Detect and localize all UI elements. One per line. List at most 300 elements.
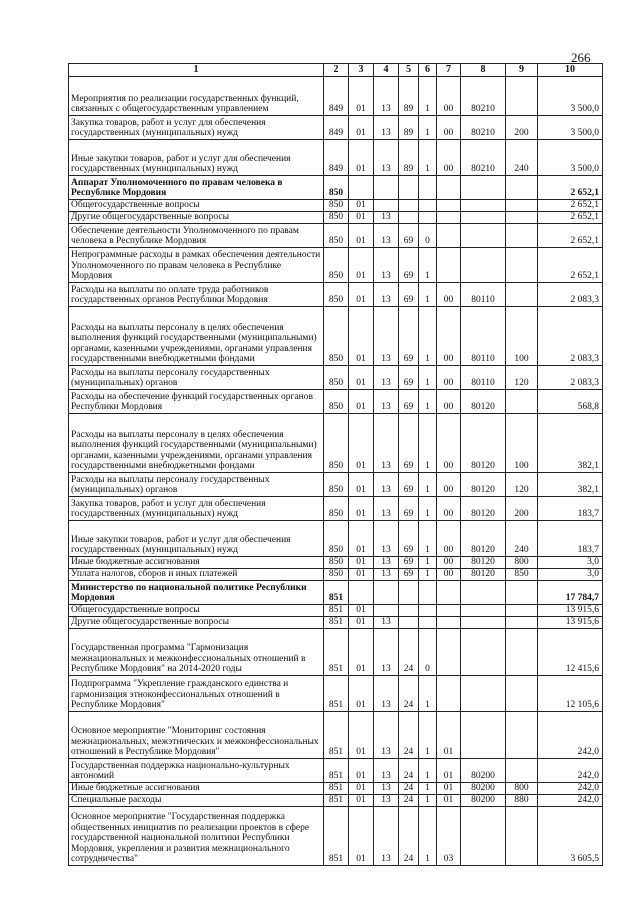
table-row <box>69 366 603 390</box>
cell-amount: 382,1 <box>538 473 603 497</box>
cell-subprogram: 1 <box>419 414 437 473</box>
cell-expense-type <box>506 200 538 212</box>
table-row <box>69 605 603 617</box>
cell-expense-type <box>506 176 538 200</box>
cell-subsection <box>374 605 399 617</box>
row-name: Иные бюджетные ассигнования <box>69 783 324 795</box>
cell-ministry-code: 850 <box>324 414 349 473</box>
row-name: Подпрограмма "Укрепление гражданского единства и гармонизация этноконфессиональных отношений в Республике Мордовия" <box>69 676 324 712</box>
cell-subprogram: 1 <box>419 307 437 366</box>
cell-expense-type: 240 <box>506 521 538 557</box>
cell-program <box>399 200 419 212</box>
header-cell: 1 <box>69 64 324 77</box>
cell-direction: 80110 <box>461 366 506 390</box>
cell-amount: 242,0 <box>538 712 603 759</box>
cell-section: 01 <box>349 712 374 759</box>
cell-expense-type <box>506 712 538 759</box>
cell-direction: 80200 <box>461 795 506 807</box>
cell-subprogram: 0 <box>419 629 437 676</box>
cell-amount: 183,7 <box>538 521 603 557</box>
cell-expense-type <box>506 807 538 866</box>
table-row <box>69 497 603 521</box>
cell-expense-type <box>506 248 538 283</box>
cell-main-activity: 00 <box>437 307 461 366</box>
cell-subprogram: 1 <box>419 473 437 497</box>
table-row <box>69 414 603 473</box>
cell-amount: 2 652,1 <box>538 212 603 224</box>
cell-main-activity <box>437 617 461 629</box>
cell-subprogram: 1 <box>419 77 437 116</box>
cell-subprogram: 1 <box>419 140 437 176</box>
cell-amount: 3 500,0 <box>538 77 603 116</box>
cell-direction <box>461 617 506 629</box>
cell-section: 01 <box>349 366 374 390</box>
cell-main-activity: 03 <box>437 807 461 866</box>
cell-main-activity: 00 <box>437 473 461 497</box>
cell-program: 24 <box>399 783 419 795</box>
cell-main-activity <box>437 605 461 617</box>
cell-section: 01 <box>349 224 374 248</box>
cell-expense-type <box>506 77 538 116</box>
cell-amount: 3,0 <box>538 569 603 581</box>
cell-direction: 80120 <box>461 569 506 581</box>
cell-program: 69 <box>399 248 419 283</box>
cell-main-activity: 01 <box>437 759 461 783</box>
cell-program: 69 <box>399 414 419 473</box>
cell-amount: 17 784,7 <box>538 581 603 605</box>
table-header-row <box>69 64 603 77</box>
cell-main-activity: 01 <box>437 712 461 759</box>
cell-section: 01 <box>349 497 374 521</box>
cell-program <box>399 581 419 605</box>
cell-amount: 2 652,1 <box>538 248 603 283</box>
cell-subprogram <box>419 200 437 212</box>
cell-section: 01 <box>349 676 374 712</box>
cell-program: 89 <box>399 116 419 140</box>
row-name: Аппарат Уполномоченного по правам человека в Республике Мордовия <box>69 176 324 200</box>
cell-ministry-code: 850 <box>324 176 349 200</box>
cell-main-activity: 00 <box>437 140 461 176</box>
cell-subsection: 13 <box>374 795 399 807</box>
cell-amount: 3,0 <box>538 557 603 569</box>
cell-subsection <box>374 581 399 605</box>
row-name: Другие общегосударственные вопросы <box>69 212 324 224</box>
cell-ministry-code: 851 <box>324 676 349 712</box>
table-row <box>69 176 603 200</box>
cell-expense-type: 880 <box>506 795 538 807</box>
cell-main-activity: 00 <box>437 557 461 569</box>
cell-expense-type <box>506 283 538 307</box>
cell-subsection <box>374 176 399 200</box>
cell-main-activity: 00 <box>437 366 461 390</box>
cell-expense-type: 240 <box>506 140 538 176</box>
cell-main-activity <box>437 629 461 676</box>
cell-direction <box>461 581 506 605</box>
cell-ministry-code: 850 <box>324 212 349 224</box>
cell-program <box>399 605 419 617</box>
cell-program: 89 <box>399 140 419 176</box>
cell-ministry-code: 850 <box>324 569 349 581</box>
cell-subprogram: 1 <box>419 497 437 521</box>
cell-subsection: 13 <box>374 248 399 283</box>
cell-amount: 13 915,6 <box>538 605 603 617</box>
cell-amount: 382,1 <box>538 414 603 473</box>
table-row <box>69 248 603 283</box>
cell-amount: 3 500,0 <box>538 116 603 140</box>
cell-main-activity <box>437 224 461 248</box>
cell-subprogram: 1 <box>419 366 437 390</box>
row-name: Обеспечение деятельности Уполномоченного по правам человека в Республике Мордовия <box>69 224 324 248</box>
row-name: Государственная поддержка национально-культурных автономий <box>69 759 324 783</box>
cell-direction <box>461 212 506 224</box>
row-name: Мероприятия по реализации государственных функций, связанных с общегосударственным управлением <box>69 77 324 116</box>
table-row <box>69 676 603 712</box>
cell-direction <box>461 807 506 866</box>
row-name: Министерство по национальной политике Республики Мордовия <box>69 581 324 605</box>
cell-expense-type: 120 <box>506 366 538 390</box>
cell-section: 01 <box>349 212 374 224</box>
cell-subprogram: 1 <box>419 557 437 569</box>
table-row <box>69 473 603 497</box>
cell-direction: 80210 <box>461 116 506 140</box>
cell-amount: 2 083,3 <box>538 307 603 366</box>
cell-subsection: 13 <box>374 497 399 521</box>
cell-program: 69 <box>399 557 419 569</box>
header-cell: 5 <box>399 64 419 77</box>
cell-subsection: 13 <box>374 366 399 390</box>
cell-expense-type <box>506 629 538 676</box>
cell-expense-type <box>506 390 538 414</box>
cell-section: 01 <box>349 759 374 783</box>
cell-program: 69 <box>399 473 419 497</box>
cell-main-activity: 00 <box>437 77 461 116</box>
cell-direction <box>461 712 506 759</box>
cell-ministry-code: 850 <box>324 473 349 497</box>
cell-expense-type <box>506 759 538 783</box>
cell-section: 01 <box>349 473 374 497</box>
row-name: Основное мероприятие "Мониторинг состояния межнациональных, межэтнических и межконфессиональных отношений в Республике Мордовия" <box>69 712 324 759</box>
cell-section: 01 <box>349 248 374 283</box>
cell-main-activity: 00 <box>437 414 461 473</box>
cell-subsection: 13 <box>374 116 399 140</box>
cell-program: 69 <box>399 283 419 307</box>
cell-direction: 80110 <box>461 307 506 366</box>
row-name: Уплата налогов, сборов и иных платежей <box>69 569 324 581</box>
cell-subsection: 13 <box>374 807 399 866</box>
table-row <box>69 224 603 248</box>
row-name: Общегосударственные вопросы <box>69 605 324 617</box>
cell-ministry-code: 849 <box>324 116 349 140</box>
cell-program <box>399 176 419 200</box>
cell-amount: 2 083,3 <box>538 366 603 390</box>
cell-direction <box>461 176 506 200</box>
cell-main-activity <box>437 676 461 712</box>
cell-program: 24 <box>399 676 419 712</box>
cell-program: 24 <box>399 807 419 866</box>
row-name: Расходы на обеспечение функций государственных органов Республики Мордовия <box>69 390 324 414</box>
cell-main-activity: 00 <box>437 569 461 581</box>
cell-subsection: 13 <box>374 140 399 176</box>
cell-subprogram: 1 <box>419 569 437 581</box>
page-number: 266 <box>571 50 591 65</box>
table-row <box>69 712 603 759</box>
cell-program: 89 <box>399 77 419 116</box>
cell-subprogram: 1 <box>419 783 437 795</box>
row-name: Государственная программа "Гармонизация межнациональных и межконфессиональных отношений в Республике Мордовия" на 2014-2020 годы <box>69 629 324 676</box>
table-row <box>69 116 603 140</box>
row-name: Расходы на выплаты персоналу государственных (муниципальных) органов <box>69 366 324 390</box>
cell-ministry-code: 849 <box>324 77 349 116</box>
cell-expense-type <box>506 605 538 617</box>
cell-direction: 80110 <box>461 283 506 307</box>
cell-subsection: 13 <box>374 759 399 783</box>
cell-direction: 80120 <box>461 497 506 521</box>
cell-ministry-code: 851 <box>324 629 349 676</box>
cell-ministry-code: 850 <box>324 390 349 414</box>
cell-amount: 242,0 <box>538 795 603 807</box>
row-name: Иные закупки товаров, работ и услуг для обеспечения государственных (муниципальных) нужд <box>69 140 324 176</box>
cell-subsection: 13 <box>374 617 399 629</box>
table-row <box>69 521 603 557</box>
cell-ministry-code: 849 <box>324 140 349 176</box>
cell-subsection: 13 <box>374 77 399 116</box>
cell-section: 01 <box>349 617 374 629</box>
cell-subsection: 13 <box>374 676 399 712</box>
table-row <box>69 200 603 212</box>
cell-subsection: 13 <box>374 569 399 581</box>
header-cell: 4 <box>374 64 399 77</box>
cell-subprogram <box>419 212 437 224</box>
row-name: Расходы на выплаты персоналу в целях обеспечения выполнения функций государственными (муниципальными) органами, казенными учреждениями, органами управления государственными внебюджетными фондами <box>69 414 324 473</box>
row-name: Основное мероприятие "Государственная поддержка общественных инициатив по реализации проектов в сфере государственной национальной политики Республики Мордовия, укрепления и развития межнационального сотрудничества" <box>69 807 324 866</box>
table-row <box>69 759 603 783</box>
cell-section: 01 <box>349 569 374 581</box>
cell-section: 01 <box>349 521 374 557</box>
cell-ministry-code: 851 <box>324 617 349 629</box>
cell-main-activity: 00 <box>437 521 461 557</box>
cell-ministry-code: 850 <box>324 248 349 283</box>
cell-main-activity: 00 <box>437 390 461 414</box>
cell-subprogram: 1 <box>419 759 437 783</box>
cell-section: 01 <box>349 77 374 116</box>
cell-program: 69 <box>399 224 419 248</box>
cell-direction: 80120 <box>461 473 506 497</box>
cell-main-activity: 01 <box>437 795 461 807</box>
cell-subprogram: 1 <box>419 795 437 807</box>
row-name: Расходы на выплаты персоналу государственных (муниципальных) органов <box>69 473 324 497</box>
cell-direction: 80120 <box>461 390 506 414</box>
cell-section: 01 <box>349 307 374 366</box>
cell-direction: 80210 <box>461 77 506 116</box>
cell-section: 01 <box>349 414 374 473</box>
cell-program <box>399 617 419 629</box>
row-name: Закупка товаров, работ и услуг для обеспечения государственных (муниципальных) нужд <box>69 116 324 140</box>
cell-subsection: 13 <box>374 783 399 795</box>
header-cell: 2 <box>324 64 349 77</box>
row-name: Иные закупки товаров, работ и услуг для обеспечения государственных (муниципальных) нужд <box>69 521 324 557</box>
cell-ministry-code: 851 <box>324 783 349 795</box>
cell-section: 01 <box>349 783 374 795</box>
cell-direction: 80120 <box>461 557 506 569</box>
table-row <box>69 307 603 366</box>
cell-subprogram: 1 <box>419 248 437 283</box>
cell-amount: 242,0 <box>538 783 603 795</box>
cell-amount: 12 105,6 <box>538 676 603 712</box>
cell-subprogram: 1 <box>419 712 437 759</box>
cell-subprogram: 1 <box>419 807 437 866</box>
cell-direction <box>461 248 506 283</box>
cell-amount: 183,7 <box>538 497 603 521</box>
table-row <box>69 617 603 629</box>
cell-amount: 242,0 <box>538 759 603 783</box>
cell-program: 69 <box>399 390 419 414</box>
cell-subprogram <box>419 617 437 629</box>
cell-amount: 2 083,3 <box>538 283 603 307</box>
cell-expense-type: 850 <box>506 569 538 581</box>
table-row <box>69 581 603 605</box>
header-cell: 9 <box>506 64 538 77</box>
cell-amount: 2 652,1 <box>538 224 603 248</box>
header-cell: 6 <box>419 64 437 77</box>
cell-program: 24 <box>399 712 419 759</box>
cell-amount: 3 500,0 <box>538 140 603 176</box>
cell-ministry-code: 850 <box>324 521 349 557</box>
cell-amount: 2 652,1 <box>538 176 603 200</box>
cell-direction: 80120 <box>461 414 506 473</box>
cell-subsection: 13 <box>374 390 399 414</box>
cell-subsection: 13 <box>374 712 399 759</box>
cell-main-activity <box>437 176 461 200</box>
cell-main-activity <box>437 212 461 224</box>
cell-ministry-code: 851 <box>324 807 349 866</box>
cell-section: 01 <box>349 807 374 866</box>
cell-main-activity <box>437 200 461 212</box>
cell-program: 69 <box>399 569 419 581</box>
cell-section <box>349 176 374 200</box>
cell-subsection: 13 <box>374 473 399 497</box>
table-row <box>69 783 603 795</box>
cell-main-activity <box>437 581 461 605</box>
cell-subsection: 13 <box>374 224 399 248</box>
header-cell: 3 <box>349 64 374 77</box>
cell-ministry-code: 850 <box>324 366 349 390</box>
cell-direction <box>461 200 506 212</box>
cell-section: 01 <box>349 605 374 617</box>
cell-amount: 3 605,5 <box>538 807 603 866</box>
cell-subsection: 13 <box>374 307 399 366</box>
cell-section: 01 <box>349 116 374 140</box>
cell-section <box>349 581 374 605</box>
cell-expense-type: 120 <box>506 473 538 497</box>
table-row <box>69 629 603 676</box>
cell-subsection: 13 <box>374 414 399 473</box>
table-row <box>69 795 603 807</box>
table-row <box>69 390 603 414</box>
cell-section: 01 <box>349 629 374 676</box>
cell-program: 69 <box>399 366 419 390</box>
cell-direction: 80200 <box>461 759 506 783</box>
cell-expense-type: 200 <box>506 497 538 521</box>
header-cell: 8 <box>461 64 506 77</box>
table-row <box>69 557 603 569</box>
cell-amount: 13 915,6 <box>538 617 603 629</box>
header-cell: 10 <box>538 64 603 77</box>
cell-subprogram: 1 <box>419 521 437 557</box>
cell-expense-type <box>506 212 538 224</box>
row-name: Расходы на выплаты персоналу в целях обеспечения выполнения функций государственными (муниципальными) органами, казенными учреждениями, органами управления государственными внебюджетными фондами <box>69 307 324 366</box>
cell-expense-type: 800 <box>506 783 538 795</box>
table-row <box>69 807 603 866</box>
cell-ministry-code: 850 <box>324 200 349 212</box>
cell-subsection <box>374 200 399 212</box>
cell-expense-type <box>506 224 538 248</box>
cell-expense-type <box>506 676 538 712</box>
cell-direction: 80210 <box>461 140 506 176</box>
cell-expense-type: 800 <box>506 557 538 569</box>
row-name: Общегосударственные вопросы <box>69 200 324 212</box>
row-name: Другие общегосударственные вопросы <box>69 617 324 629</box>
cell-program: 24 <box>399 629 419 676</box>
cell-subprogram <box>419 176 437 200</box>
cell-subsection: 13 <box>374 212 399 224</box>
row-name: Иные бюджетные ассигнования <box>69 557 324 569</box>
cell-program: 24 <box>399 759 419 783</box>
cell-subprogram: 1 <box>419 283 437 307</box>
cell-subprogram <box>419 605 437 617</box>
cell-program: 69 <box>399 521 419 557</box>
cell-amount: 2 652,1 <box>538 200 603 212</box>
cell-section: 01 <box>349 390 374 414</box>
cell-expense-type: 200 <box>506 116 538 140</box>
cell-ministry-code: 850 <box>324 307 349 366</box>
cell-section: 01 <box>349 140 374 176</box>
cell-ministry-code: 850 <box>324 557 349 569</box>
cell-direction: 80120 <box>461 521 506 557</box>
table-row <box>69 77 603 116</box>
table-row <box>69 212 603 224</box>
cell-program <box>399 212 419 224</box>
table-row <box>69 140 603 176</box>
cell-section: 01 <box>349 283 374 307</box>
cell-ministry-code: 850 <box>324 224 349 248</box>
row-name: Непрограммные расходы в рамках обеспечения деятельности Уполномоченного по правам человека в Республике Мордовия <box>69 248 324 283</box>
cell-main-activity: 00 <box>437 116 461 140</box>
cell-program: 69 <box>399 497 419 521</box>
header-cell: 7 <box>437 64 461 77</box>
cell-ministry-code: 851 <box>324 759 349 783</box>
cell-subprogram: 1 <box>419 676 437 712</box>
table-body <box>69 77 603 866</box>
cell-section: 01 <box>349 200 374 212</box>
cell-expense-type: 100 <box>506 307 538 366</box>
cell-direction <box>461 629 506 676</box>
cell-section: 01 <box>349 557 374 569</box>
cell-expense-type <box>506 617 538 629</box>
cell-amount: 568,8 <box>538 390 603 414</box>
cell-subprogram: 1 <box>419 116 437 140</box>
row-name: Расходы на выплаты по оплате труда работников государственных органов Республики Мордовия <box>69 283 324 307</box>
cell-ministry-code: 850 <box>324 283 349 307</box>
cell-expense-type: 100 <box>506 414 538 473</box>
budget-table <box>68 63 603 866</box>
cell-subsection: 13 <box>374 521 399 557</box>
cell-expense-type <box>506 581 538 605</box>
cell-subsection: 13 <box>374 557 399 569</box>
cell-direction <box>461 676 506 712</box>
row-name: Специальные расходы <box>69 795 324 807</box>
cell-subsection: 13 <box>374 629 399 676</box>
cell-ministry-code: 851 <box>324 712 349 759</box>
